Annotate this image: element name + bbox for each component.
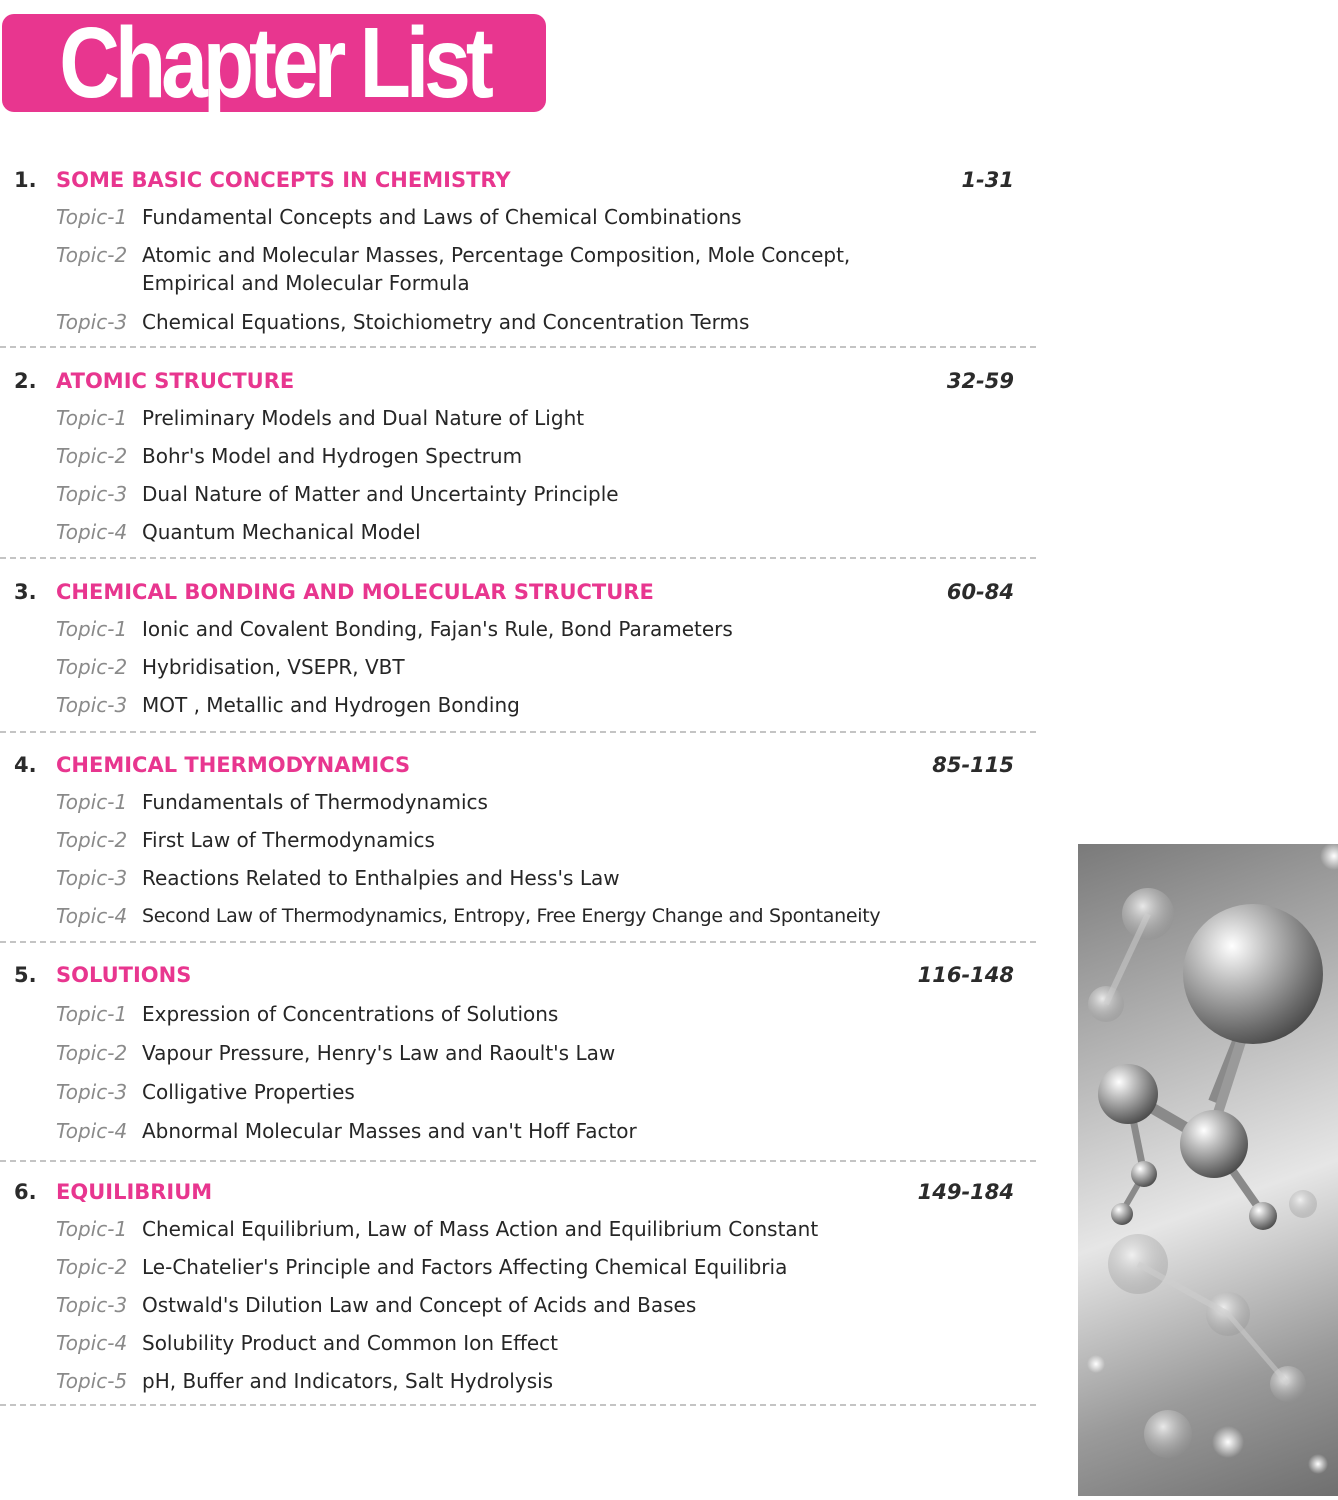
topic-label: Topic-1 xyxy=(56,617,128,641)
chapter-pages: 116-148 xyxy=(917,963,1014,987)
topic-text: Expression of Concentrations of Solutions xyxy=(142,1002,559,1026)
topic-text: Second Law of Thermodynamics, Entropy, Free Energy Change and Spontaneity xyxy=(142,905,881,927)
topic-label: Topic-2 xyxy=(56,444,128,468)
topic-text: Atomic and Molecular Masses, Percentage Composition, Mole Concept, Empirical and Molecular Formula xyxy=(142,243,851,295)
chapter-number: 3. xyxy=(14,580,37,604)
molecule-image xyxy=(1078,844,1338,1496)
chapter-number: 6. xyxy=(14,1180,37,1204)
topic-text: Reactions Related to Enthalpies and Hess's Law xyxy=(142,866,620,890)
topic-label: Topic-4 xyxy=(56,904,128,928)
chapter-heading[interactable] xyxy=(0,960,1036,990)
topic-text: Fundamentals of Thermodynamics xyxy=(142,790,488,814)
chapter-title: ATOMIC STRUCTURE xyxy=(56,369,295,393)
topic-label: Topic-1 xyxy=(56,1217,128,1241)
topic-text: Abnormal Molecular Masses and van't Hoff Factor xyxy=(142,1119,637,1143)
chapter-title: CHEMICAL THERMODYNAMICS xyxy=(56,753,411,777)
topic-text: Solubility Product and Common Ion Effect xyxy=(142,1331,559,1355)
chapter-heading[interactable] xyxy=(0,750,1036,780)
chapter-number: 1. xyxy=(14,168,37,192)
topic-text: Quantum Mechanical Model xyxy=(142,520,421,544)
chapter-heading[interactable] xyxy=(0,577,1036,607)
topic-label: Topic-3 xyxy=(56,866,128,890)
topic-text: Hybridisation, VSEPR, VBT xyxy=(142,655,405,679)
topic-label: Topic-2 xyxy=(56,828,128,852)
topic-label: Topic-1 xyxy=(56,406,128,430)
divider xyxy=(0,941,1036,943)
chapter-title: SOLUTIONS xyxy=(56,963,192,987)
topic-label: Topic-3 xyxy=(56,310,128,334)
chapter-pages: 32-59 xyxy=(946,369,1014,393)
topic-label: Topic-2 xyxy=(56,1041,128,1065)
topic-text: pH, Buffer and Indicators, Salt Hydrolysis xyxy=(142,1369,554,1393)
topic-label: Topic-2 xyxy=(56,1255,128,1279)
topic-text: Preliminary Models and Dual Nature of Light xyxy=(142,406,585,430)
topic-text: Colligative Properties xyxy=(142,1080,355,1104)
topic-label: Topic-2 xyxy=(56,243,128,267)
chapter-title: CHEMICAL BONDING AND MOLECULAR STRUCTURE xyxy=(56,580,654,604)
chapter-heading[interactable] xyxy=(0,1177,1036,1207)
chapter-pages: 1-31 xyxy=(961,168,1014,192)
topic-label: Topic-4 xyxy=(56,1119,128,1143)
topic-label: Topic-4 xyxy=(56,520,128,544)
chapter-pages: 85-115 xyxy=(932,753,1014,777)
topic-text: Ionic and Covalent Bonding, Fajan's Rule, Bond Parameters xyxy=(142,617,733,641)
topic-text: Le-Chatelier's Principle and Factors Affecting Chemical Equilibria xyxy=(142,1255,788,1279)
divider xyxy=(0,557,1036,559)
divider xyxy=(0,731,1036,733)
topic-label: Topic-1 xyxy=(56,1002,128,1026)
topic-text: Vapour Pressure, Henry's Law and Raoult's Law xyxy=(142,1041,616,1065)
topic-label: Topic-3 xyxy=(56,1293,128,1317)
chapter-title: EQUILIBRIUM xyxy=(56,1180,213,1204)
divider xyxy=(0,1160,1036,1162)
topic-label: Topic-3 xyxy=(56,1080,128,1104)
chapter-heading[interactable] xyxy=(0,165,1036,195)
topic-text: Bohr's Model and Hydrogen Spectrum xyxy=(142,444,523,468)
chapter-heading[interactable] xyxy=(0,366,1036,396)
chapter-number: 4. xyxy=(14,753,37,777)
page-title: Chapter List xyxy=(59,7,489,119)
divider xyxy=(0,1404,1036,1406)
topic-label: Topic-5 xyxy=(56,1369,128,1393)
topic-label: Topic-3 xyxy=(56,693,128,717)
molecule-illustration-icon xyxy=(1078,844,1338,1496)
chapter-number: 5. xyxy=(14,963,37,987)
topic-text: First Law of Thermodynamics xyxy=(142,828,435,852)
topic-label: Topic-2 xyxy=(56,655,128,679)
topic-label: Topic-3 xyxy=(56,482,128,506)
topic-label: Topic-1 xyxy=(56,205,128,229)
chapter-title: SOME BASIC CONCEPTS IN CHEMISTRY xyxy=(56,168,511,192)
chapter-pages: 60-84 xyxy=(946,580,1014,604)
chapter-pages: 149-184 xyxy=(917,1180,1014,1204)
topic-text: Fundamental Concepts and Laws of Chemical Combinations xyxy=(142,205,742,229)
topic-label: Topic-1 xyxy=(56,790,128,814)
topic-text: MOT , Metallic and Hydrogen Bonding xyxy=(142,693,520,717)
topic-text: Chemical Equilibrium, Law of Mass Action and Equilibrium Constant xyxy=(142,1217,819,1241)
topic-text: Chemical Equations, Stoichiometry and Concentration Terms xyxy=(142,310,750,334)
topic-text: Dual Nature of Matter and Uncertainty Principle xyxy=(142,482,619,506)
topic-text: Ostwald's Dilution Law and Concept of Acids and Bases xyxy=(142,1293,697,1317)
divider xyxy=(0,346,1036,348)
chapter-number: 2. xyxy=(14,369,37,393)
topic-label: Topic-4 xyxy=(56,1331,128,1355)
